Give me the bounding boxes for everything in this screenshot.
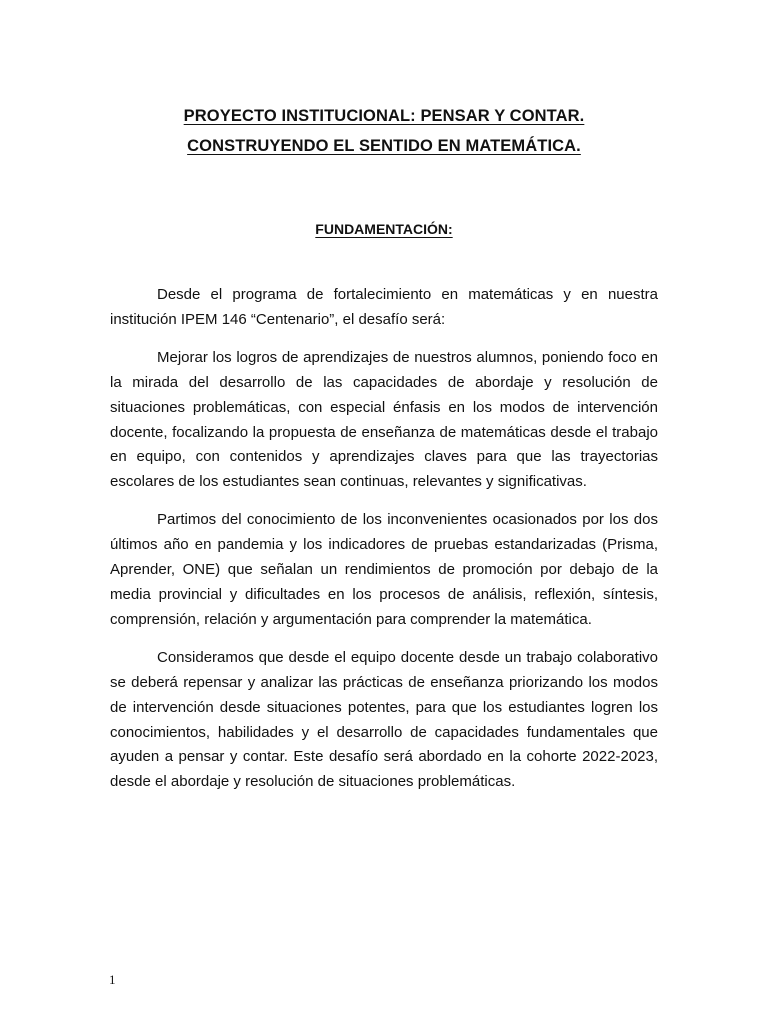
paragraph-context: Partimos del conocimiento de los inconvenientes ocasionados por los dos últimos año en pandemia y los indicadores de pruebas estandarizadas (Prisma, Aprender, ONE) que señalan un rendimientos de promoción por debajo de la media provincial y dificultades en los procesos de análisis, reflexión, síntesis, comprensión, relación y argumentación para comprender la matemática. [110, 511, 658, 628]
paragraph-proposal: Consideramos que desde el equipo docente desde un trabajo colaborativo se deberá repensar y analizar las prácticas de enseñanza priorizando los modos de intervención desde situaciones potentes, para que los estudiantes logren los conocimientos, habilidades y el desarrollo de capacidades fundamentales que ayuden a pensar y contar. Este desafío será abordado en la cohorte 2022-2023, desde el abordaje y resolución de situaciones problemáticas. [110, 648, 658, 791]
paragraph-intro: Desde el programa de fortalecimiento en matemáticas y en nuestra institución IPEM 146 “Centenario”, el desafío será: [110, 286, 658, 328]
paragraph-objective: Mejorar los logros de aprendizajes de nuestros alumnos, poniendo foco en la mirada del desarrollo de las capacidades de abordaje y resolución de situaciones problemáticas, con especial énfasis en los modos de intervención docente, focalizando la propuesta de enseñanza de matemáticas desde el trabajo en equipo, con contenidos y aprendizajes claves para que las trayectorias escolares de los estudiantes sean continuas, relevantes y significativas. [110, 348, 658, 491]
body-text [110, 283, 658, 808]
section-heading-fundamentacion: FUNDAMENTACIÓN: [315, 221, 453, 237]
page-number: 1 [109, 972, 116, 987]
document-title-line-2: CONSTRUYENDO EL SENTIDO EN MATEMÁTICA. [187, 137, 581, 155]
document-title-line-1: PROYECTO INSTITUCIONAL: PENSAR Y CONTAR. [183, 107, 585, 125]
